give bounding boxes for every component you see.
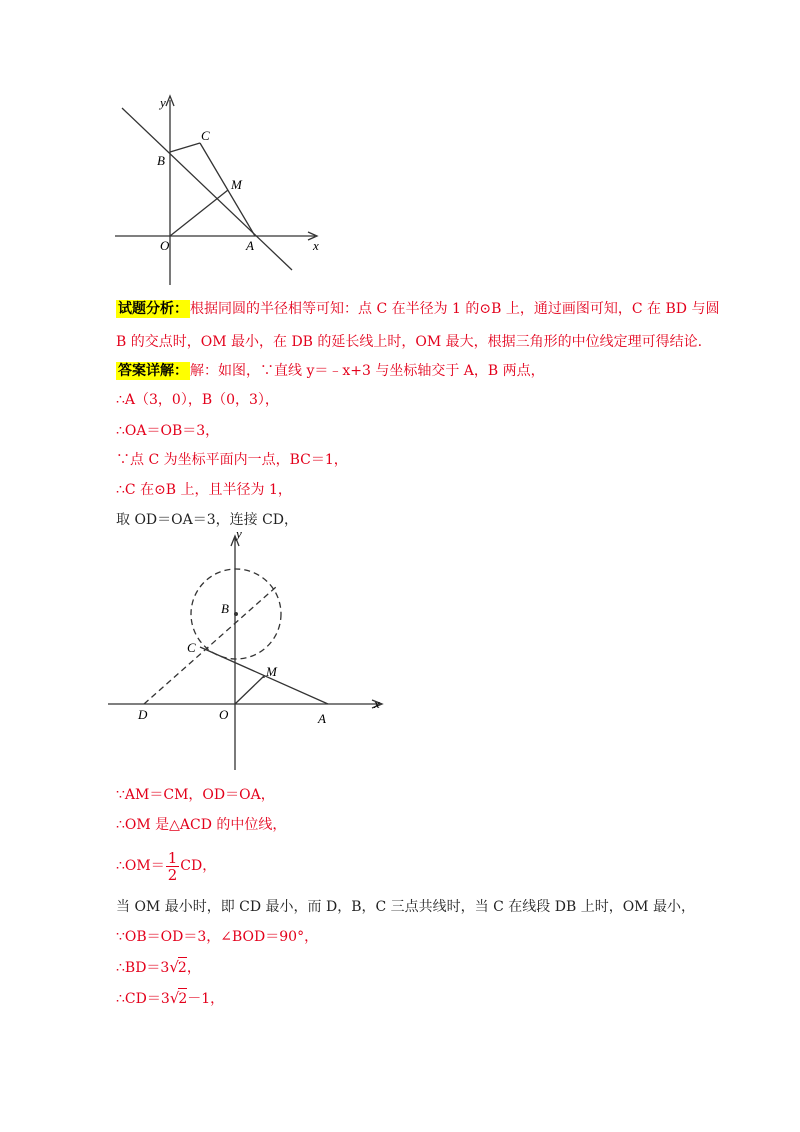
- answer-line-6: [116, 511, 298, 529]
- figure-1: [110, 90, 330, 290]
- segment-OM: [235, 676, 264, 704]
- answer-line-1: [116, 362, 545, 380]
- fraction-numerator: 1: [167, 848, 178, 867]
- radical-sign: √: [169, 989, 180, 1007]
- analysis-text-1: 根据同圆的半径相等可知：点 C 在半径为 1 的⊙B 上，通过画图可知，C 在 BD 与圆: [190, 301, 720, 317]
- label-B: B: [221, 601, 229, 616]
- answer-text-4: ∵点 C 为坐标平面内一点，BC＝1，: [116, 452, 348, 468]
- figure-2: [108, 530, 398, 775]
- answer-text-9-post: CD，: [180, 858, 217, 874]
- answer-text-12-post: ，: [186, 960, 201, 976]
- segment-CA: [200, 647, 328, 704]
- dashed-DB-extension: [144, 587, 276, 704]
- answer-text-8: ∴OM 是△ACD 的中位线，: [116, 817, 287, 833]
- answer-line-9: [116, 846, 216, 886]
- answer-line-3: [116, 422, 219, 440]
- answer-line-7: [116, 786, 275, 804]
- answer-line-13: [116, 988, 224, 1008]
- answer-text-12-pre: ∴BD＝3: [116, 960, 170, 976]
- segment-BC: [170, 143, 200, 152]
- label-M: M: [231, 177, 242, 192]
- fraction-denominator: 2: [167, 865, 178, 884]
- label-A: A: [318, 711, 326, 726]
- answer-line-10: [116, 898, 695, 916]
- answer-line-11: [116, 928, 318, 946]
- label-B: B: [157, 153, 165, 168]
- label-C: C: [201, 128, 210, 143]
- label-y: y: [160, 95, 166, 110]
- answer-text-1: 解：如图，∵直线 y＝﹣x+3 与坐标轴交于 A，B 两点，: [190, 363, 545, 379]
- analysis-text-2: B 的交点时，OM 最小，在 DB 的延长线上时，OM 最大，根据三角形的中位线定理可得结论.: [116, 334, 703, 350]
- label-x: x: [313, 238, 319, 253]
- label-O: O: [219, 707, 229, 722]
- answer-line-2: [116, 391, 279, 409]
- answer-text-9-pre: ∴OM＝: [116, 858, 165, 874]
- answer-tag: 答案详解：: [118, 363, 188, 379]
- answer-text-3: ∴OA＝OB＝3，: [116, 423, 220, 439]
- answer-text-2: ∴A（3，0），B（0，3），: [116, 392, 279, 408]
- answer-text-13-pre: ∴CD＝3: [116, 991, 170, 1007]
- answer-line-12: [116, 957, 201, 977]
- analysis-line-1: [116, 300, 719, 318]
- answer-text-10: 当 OM 最小时，即 CD 最小，而 D，B，C 三点共线时，当 C 在线段 DB 上时，OM 最小，: [116, 899, 695, 915]
- label-x: x: [374, 696, 380, 711]
- label-M: M: [266, 664, 277, 679]
- answer-line-5: [116, 481, 292, 499]
- label-A: A: [246, 238, 254, 253]
- segment-OM: [170, 190, 228, 236]
- radical-sign: √: [169, 958, 179, 976]
- label-O: O: [160, 238, 170, 253]
- label-C: C: [187, 640, 196, 655]
- figure-2-svg: [108, 530, 398, 775]
- label-D: D: [138, 707, 148, 722]
- label-y: y: [236, 530, 242, 541]
- point-B: [234, 612, 238, 616]
- answer-text-5: ∴C 在⊙B 上，且半径为 1，: [116, 482, 292, 498]
- fraction-one-half: [166, 850, 180, 883]
- answer-line-4: [116, 451, 348, 469]
- answer-text-13-post: －1，: [187, 991, 225, 1007]
- figure-1-svg: [110, 90, 330, 290]
- answer-text-7: ∵AM＝CM，OD＝OA，: [116, 787, 275, 803]
- radicand: 2: [178, 988, 187, 1008]
- answer-text-6: 取 OD＝OA＝3，连接 CD，: [116, 512, 299, 528]
- answer-text-11: ∵OB＝OD＝3，∠BOD＝90°，: [116, 929, 319, 945]
- analysis-tag: 试题分析：: [118, 301, 188, 317]
- radicand: 2: [178, 957, 187, 977]
- answer-line-8: [116, 816, 286, 834]
- analysis-line-2: [116, 333, 702, 351]
